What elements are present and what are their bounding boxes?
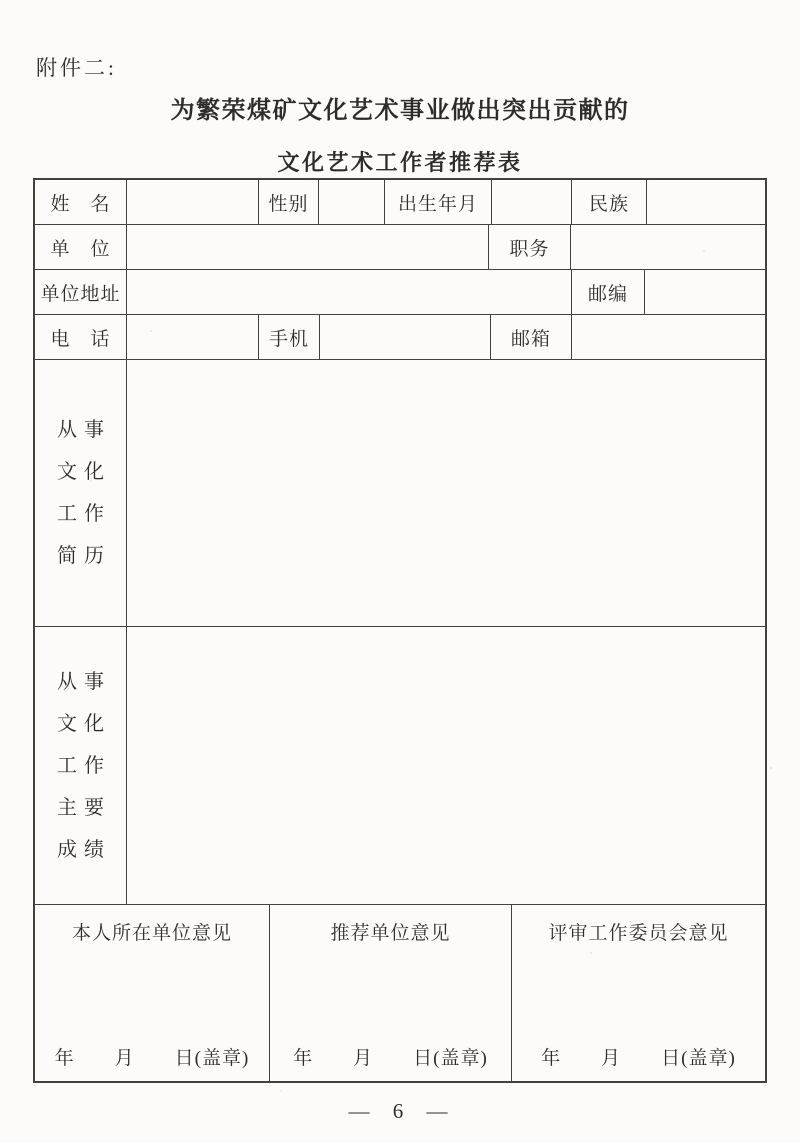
row-work-resume <box>35 360 765 627</box>
gender-value-cell <box>319 180 385 224</box>
work-resume-content-cell <box>127 360 765 626</box>
row-main-achievements <box>35 627 765 905</box>
birth-date-value-cell <box>492 180 572 224</box>
position-value-cell <box>571 225 765 269</box>
postal-code-value-cell <box>645 270 765 314</box>
recommending-unit-opinion-title: 推荐单位意见 <box>330 923 451 944</box>
name-label: 姓 名 <box>35 180 127 224</box>
phone-label: 电 话 <box>35 315 127 359</box>
work-unit-label: 单 位 <box>35 225 127 269</box>
position-label: 职务 <box>489 225 571 269</box>
main-achievements-label-line: 文化 <box>57 712 111 735</box>
email-label: 邮箱 <box>491 315 572 359</box>
main-achievements-label-line: 工作 <box>57 754 111 777</box>
main-achievements-label-line: 成绩 <box>57 838 111 861</box>
review-committee-opinion-title: 评审工作委员会意见 <box>548 923 729 944</box>
mobile-label: 手机 <box>259 315 320 359</box>
review-committee-opinion-cell <box>512 905 765 1081</box>
main-achievements-label <box>35 627 127 904</box>
attachment-label: 附件二: <box>36 56 117 80</box>
review-committee-opinion-date-seal-line: 年 月 日(盖章) <box>541 1048 736 1069</box>
unit-address-value-cell <box>127 270 572 314</box>
work-resume-label-line: 工作 <box>57 503 111 525</box>
work-resume-label <box>35 360 127 626</box>
title-line-1: 为繁荣煤矿文化艺术事业做出突出贡献的 <box>170 98 630 124</box>
recommendation-form-table <box>33 178 767 1083</box>
mobile-value-cell <box>320 315 491 359</box>
email-value-cell <box>572 315 765 359</box>
main-achievements-label-line: 从事 <box>57 670 111 693</box>
unit-address-label: 单位地址 <box>35 270 127 314</box>
own-unit-opinion-title: 本人所在单位意见 <box>71 923 232 944</box>
own-unit-opinion-cell <box>35 905 270 1081</box>
gender-label: 性别 <box>259 180 319 224</box>
title-line-2: 文化艺术工作者推荐表 <box>277 150 523 175</box>
work-resume-label-line: 简历 <box>57 545 111 567</box>
main-achievements-label-line: 主要 <box>57 796 111 819</box>
row-contact <box>35 315 765 360</box>
birth-date-label: 出生年月 <box>385 180 492 224</box>
document-title <box>0 90 800 177</box>
page-number: — 6 — <box>348 1099 452 1123</box>
work-resume-label-line: 从事 <box>57 419 111 441</box>
main-achievements-content-cell <box>127 627 765 904</box>
ethnicity-value-cell <box>647 180 765 224</box>
work-unit-value-cell <box>127 225 489 269</box>
row-work-unit <box>35 225 765 270</box>
own-unit-opinion-date-seal-line: 年 月 日(盖章) <box>54 1048 250 1069</box>
phone-value-cell <box>127 315 259 359</box>
row-personal-info <box>35 180 765 225</box>
recommending-unit-opinion-cell <box>270 905 512 1081</box>
ethnicity-label: 民族 <box>572 180 647 224</box>
row-opinions <box>35 905 765 1081</box>
work-resume-label-line: 文化 <box>57 461 111 483</box>
row-unit-address <box>35 270 765 315</box>
recommending-unit-opinion-date-seal-line: 年 月 日(盖章) <box>293 1048 488 1069</box>
name-value-cell <box>127 180 259 224</box>
postal-code-label: 邮编 <box>572 270 645 314</box>
